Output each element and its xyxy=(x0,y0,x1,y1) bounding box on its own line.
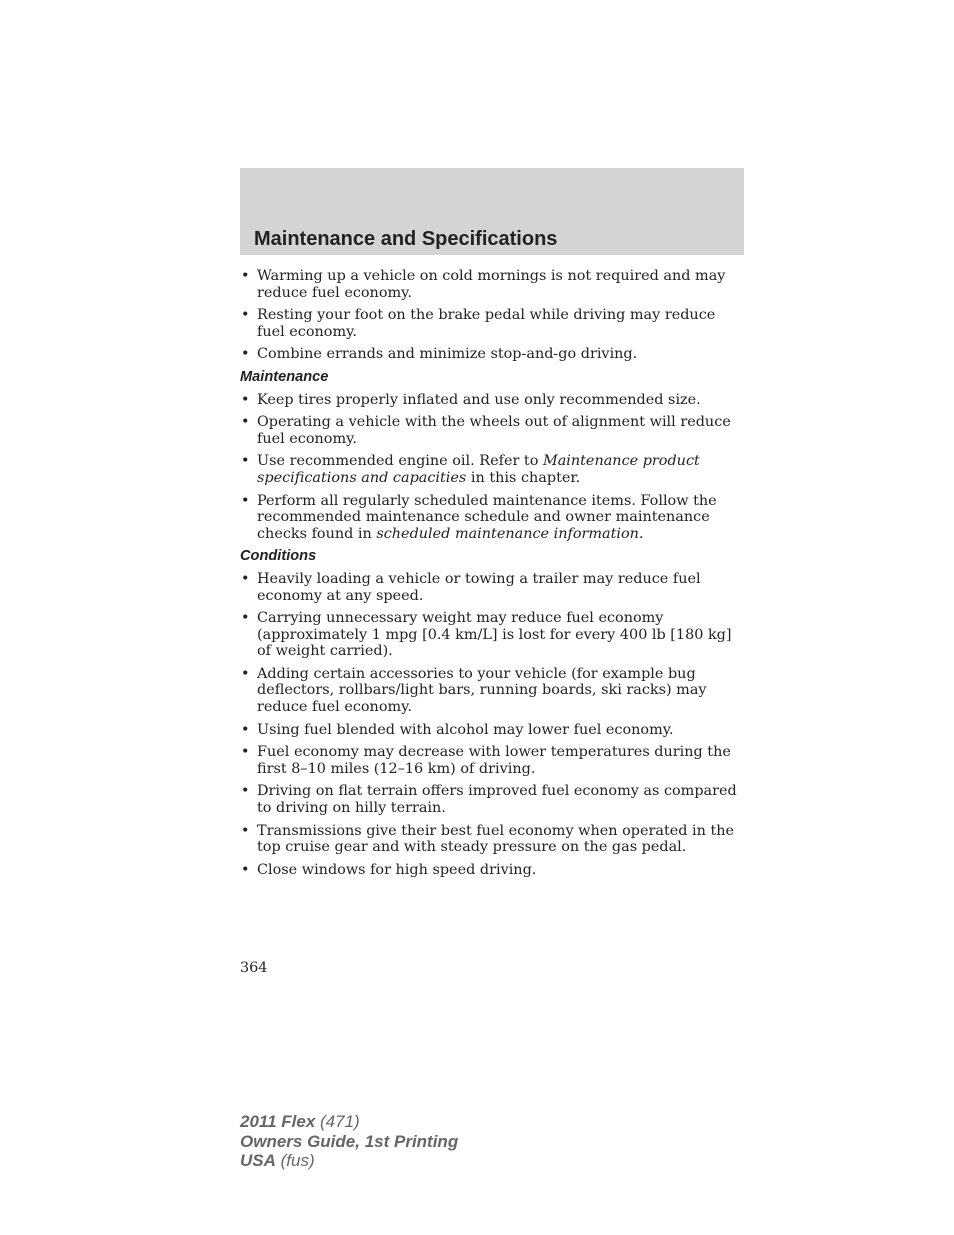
print-footer xyxy=(240,1112,458,1171)
market-code: (fus) xyxy=(275,1151,315,1170)
section-header-band xyxy=(240,168,744,255)
item-text: Use recommended engine oil. Refer to xyxy=(257,453,543,470)
edition-label: Owners Guide, 1st Printing xyxy=(240,1131,459,1151)
list-item: • Close windows for high speed driving. xyxy=(240,862,746,879)
maintenance-list xyxy=(240,392,746,543)
item-text: Perform all regularly scheduled maintenance items. Follow the recommended maintenance schedule and owner maintenance checks found in xyxy=(257,492,717,542)
cross-reference: scheduled maintenance information xyxy=(376,525,639,542)
intro-list xyxy=(240,268,746,363)
list-item: • Fuel economy may decrease with lower temperatures during the first 8–10 miles (12–16 km) of driving. xyxy=(240,744,746,777)
list-item: • Transmissions give their best fuel economy when operated in the top cruise gear and with steady pressure on the gas pedal. xyxy=(240,823,746,856)
conditions-list xyxy=(240,571,746,879)
list-item xyxy=(240,453,746,486)
footer-line xyxy=(240,1151,458,1171)
list-item: • Driving on flat terrain offers improved fuel economy as compared to driving on hilly terrain. xyxy=(240,783,746,816)
maintenance-heading: Maintenance xyxy=(240,368,329,385)
list-item: • Operating a vehicle with the wheels out of alignment will reduce fuel economy. xyxy=(240,414,746,447)
section-title: Maintenance and Specifications xyxy=(254,228,558,250)
footer-line xyxy=(240,1132,458,1152)
item-text: in this chapter. xyxy=(466,469,581,486)
footer-line xyxy=(240,1112,458,1132)
list-item: • Adding certain accessories to your vehicle (for example bug deflectors, rollbars/light bars, running boards, ski racks) may reduce fuel economy. xyxy=(240,666,746,716)
market-label: USA xyxy=(240,1151,276,1170)
list-item: • Combine errands and minimize stop-and-go driving. xyxy=(240,346,746,363)
list-item: • Warming up a vehicle on cold mornings is not required and may reduce fuel economy. xyxy=(240,268,746,301)
list-item: • Keep tires properly inflated and use only recommended size. xyxy=(240,392,746,409)
model-label: 2011 Flex xyxy=(240,1112,316,1131)
cross-reference: Maintenance product specifications and capacities xyxy=(257,453,700,486)
model-code: (471) xyxy=(315,1112,360,1131)
item-text: . xyxy=(638,525,644,542)
conditions-heading: Conditions xyxy=(240,548,317,565)
page-number: 364 xyxy=(240,960,268,976)
list-item: • Using fuel blended with alcohol may lower fuel economy. xyxy=(240,722,746,739)
list-item xyxy=(240,493,746,543)
list-item: • Carrying unnecessary weight may reduce fuel economy (approximately 1 mpg [0.4 km/L] is lost for every 400 lb [180 kg] of weight carried). xyxy=(240,610,746,660)
page-content xyxy=(240,268,746,884)
list-item: • Resting your foot on the brake pedal while driving may reduce fuel economy. xyxy=(240,307,746,340)
list-item: • Heavily loading a vehicle or towing a trailer may reduce fuel economy at any speed. xyxy=(240,571,746,604)
